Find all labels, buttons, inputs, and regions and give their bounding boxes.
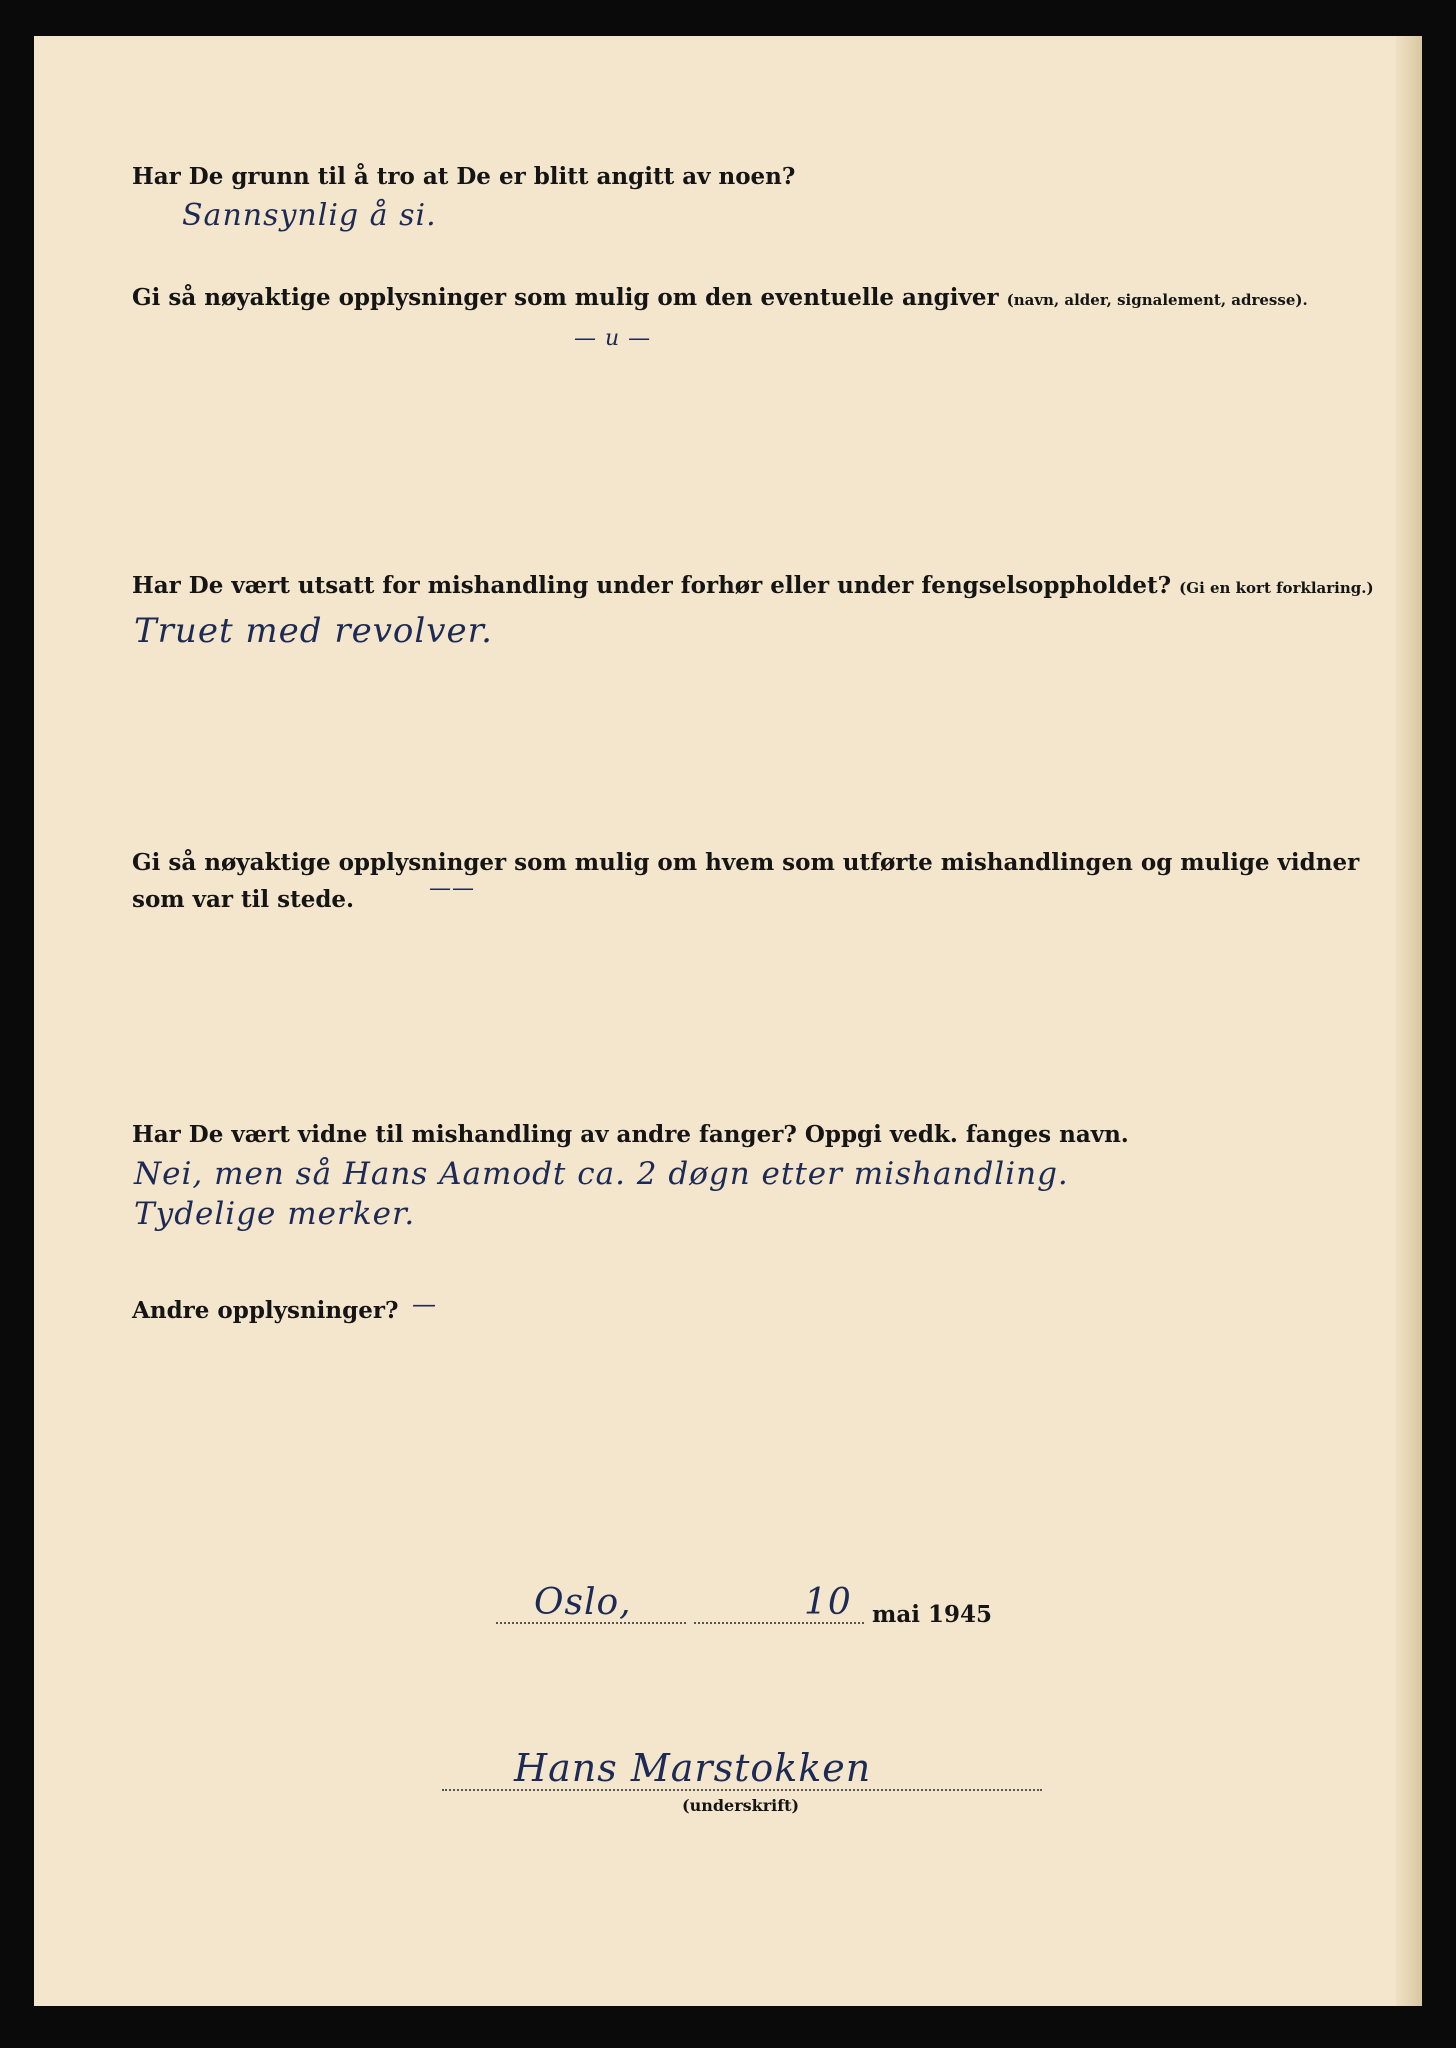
question-informer-details-text: Gi så nøyaktige opplysninger som mulig om den eventuelle angiver bbox=[132, 284, 999, 311]
answer-mistreatment: Truet med revolver. bbox=[134, 611, 493, 651]
answer-informer-details: — u — bbox=[574, 326, 652, 351]
month-year: mai 1945 bbox=[872, 1601, 992, 1628]
answer-witness-line2: Tydelige merker. bbox=[134, 1196, 416, 1232]
answer-other-info: — bbox=[412, 1290, 437, 1318]
document-page bbox=[34, 36, 1422, 2006]
question-perpetrators-line1: Gi så nøyaktige opplysninger som mulig om hvem som utførte mishandlingen og mulige vidner bbox=[132, 849, 1360, 876]
question-informer-details bbox=[132, 279, 1308, 319]
question-mistreatment bbox=[132, 567, 1374, 607]
question-informer-details-note: (navn, alder, signalement, adresse). bbox=[1006, 291, 1308, 309]
question-perpetrators-line2: som var til stede. bbox=[132, 886, 355, 913]
day-handwritten: 10 bbox=[804, 1582, 852, 1623]
answer-witness-line1: Nei, men så Hans Aamodt ca. 2 døgn etter mishandling. bbox=[134, 1156, 1069, 1192]
question-other-info: Andre opplysninger? bbox=[132, 1297, 399, 1324]
place-handwritten: Oslo, bbox=[534, 1582, 632, 1623]
answer-perpetrators: —— bbox=[429, 876, 475, 901]
signature-caption: (underskrift) bbox=[682, 1796, 800, 1815]
answer-denounced: Sannsynlig å si. bbox=[182, 198, 437, 233]
question-mistreatment-text: Har De vært utsatt for mishandling under forhør eller under fengselsoppholdet? bbox=[132, 572, 1172, 599]
signature-handwritten: Hans Marstokken bbox=[514, 1746, 872, 1790]
question-denounced: Har De grunn til å tro at De er blitt angitt av noen? bbox=[132, 163, 796, 190]
question-mistreatment-note: (Gi en kort forklaring.) bbox=[1179, 579, 1374, 597]
page-edge-shadow bbox=[1396, 36, 1422, 2006]
question-witness: Har De vært vidne til mishandling av andre fanger? Oppgi vedk. fanges navn. bbox=[132, 1121, 1129, 1148]
